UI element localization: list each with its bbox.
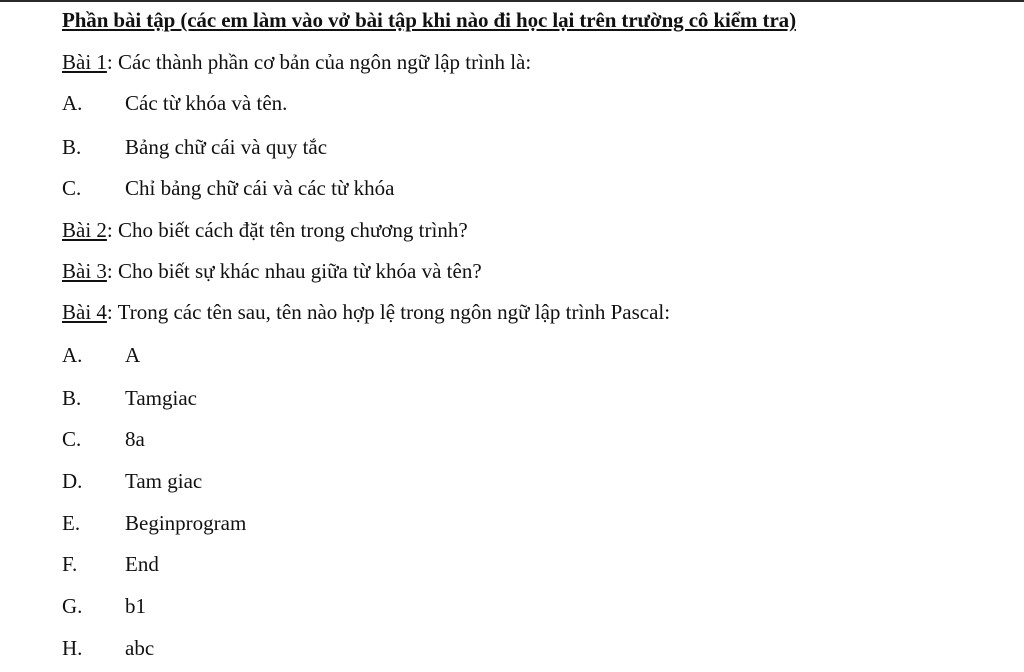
question-3 <box>62 259 482 284</box>
exercise-heading: Phần bài tập (các em làm vào vở bài tập khi nào đi học lại trên trường cô kiểm tra) <box>62 8 796 32</box>
question-4-option-d <box>62 469 202 494</box>
question-4-option-a <box>62 343 140 368</box>
question-2-label: Bài 2 <box>62 218 107 242</box>
question-4-option-g <box>62 594 146 619</box>
question-4-option-h <box>62 636 154 661</box>
option-text: Bảng chữ cái và quy tắc <box>125 135 328 159</box>
option-text: b1 <box>125 594 146 618</box>
top-border-line <box>0 0 1024 2</box>
question-3-label: Bài 3 <box>62 259 107 283</box>
question-1-label: Bài 1 <box>62 50 107 74</box>
option-letter: C. <box>62 427 82 451</box>
option-letter: E. <box>62 511 81 535</box>
option-text: Các từ khóa và tên. <box>125 91 288 115</box>
option-letter: A. <box>62 91 83 115</box>
option-text: Tamgiac <box>125 386 197 410</box>
question-4-label: Bài 4 <box>62 300 107 324</box>
option-letter: G. <box>62 594 83 618</box>
option-text: End <box>125 552 159 576</box>
question-4 <box>62 300 670 325</box>
question-1 <box>62 50 531 75</box>
question-1-text: : Các thành phần cơ bản của ngôn ngữ lập trình là: <box>106 50 532 74</box>
option-letter: A. <box>62 343 83 367</box>
option-text: A <box>125 343 141 367</box>
question-1-option-b <box>62 135 327 160</box>
option-text: 8a <box>125 427 145 451</box>
option-text: Beginprogram <box>125 511 247 535</box>
option-letter: B. <box>62 386 82 410</box>
question-4-option-c <box>62 427 145 452</box>
option-text: Tam giac <box>125 469 203 493</box>
question-4-option-e <box>62 511 246 536</box>
question-2-text: : Cho biết cách đặt tên trong chương trình? <box>106 218 468 242</box>
option-letter: D. <box>62 469 83 493</box>
question-2 <box>62 218 468 243</box>
question-1-option-a <box>62 91 287 116</box>
option-letter: B. <box>62 135 82 159</box>
option-text: Chỉ bảng chữ cái và các từ khóa <box>125 176 395 200</box>
question-1-option-c <box>62 176 394 201</box>
option-letter: H. <box>62 636 83 660</box>
option-letter: F. <box>62 552 78 576</box>
option-letter: C. <box>62 176 82 200</box>
question-3-text: : Cho biết sự khác nhau giữa từ khóa và tên? <box>106 259 482 283</box>
option-text: abc <box>125 636 155 660</box>
question-4-option-b <box>62 386 197 411</box>
question-4-option-f <box>62 552 159 577</box>
question-4-text: : Trong các tên sau, tên nào hợp lệ trong ngôn ngữ lập trình Pascal: <box>106 300 671 324</box>
